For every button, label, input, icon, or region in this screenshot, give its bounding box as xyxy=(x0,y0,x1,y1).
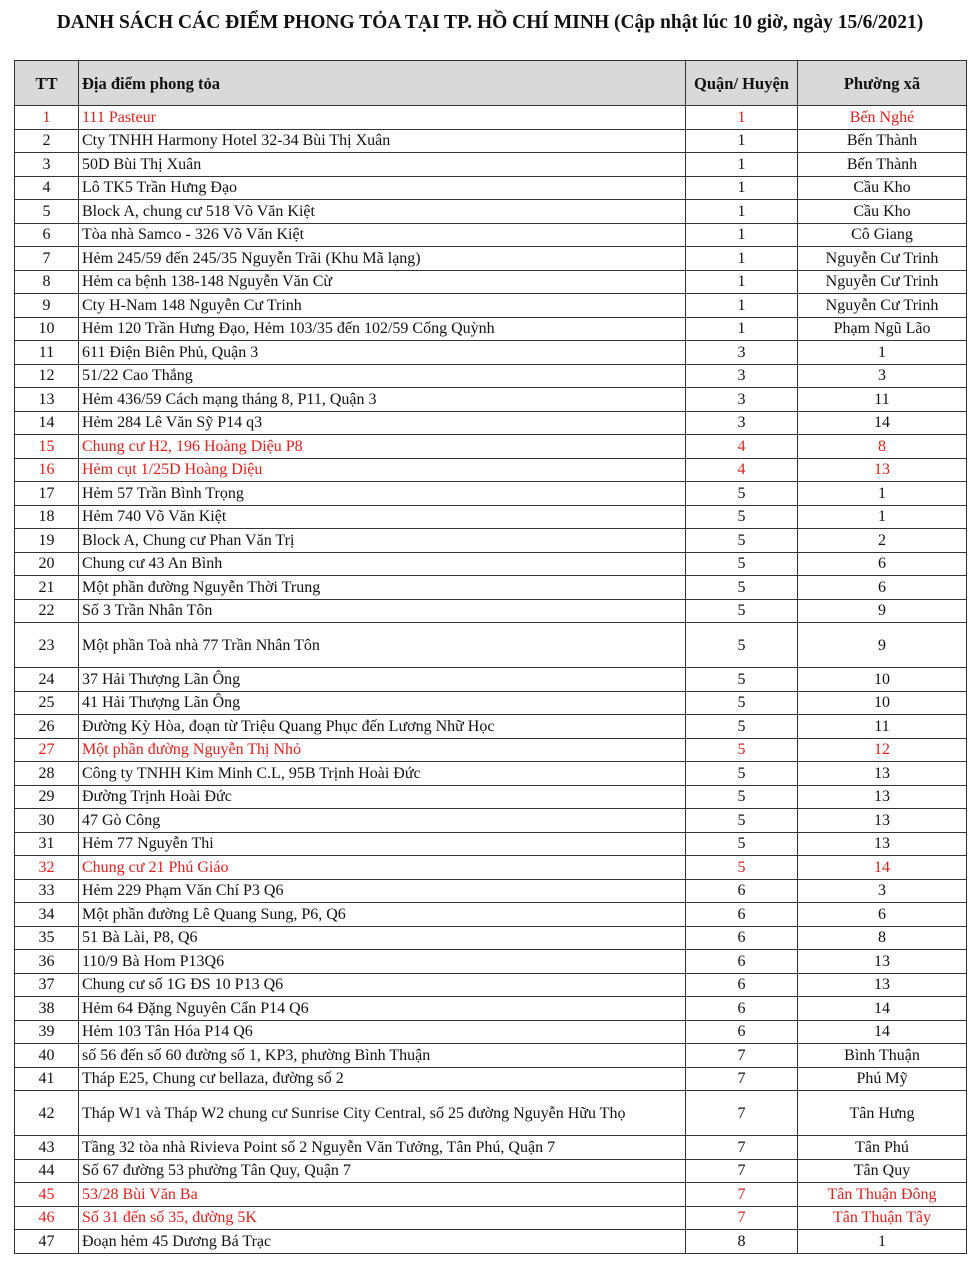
row-location: Hẻm 57 Trần Bình Trọng xyxy=(79,482,686,506)
row-ward: Tân Phú xyxy=(798,1136,967,1160)
row-district: 5 xyxy=(686,668,798,692)
row-number: 6 xyxy=(15,223,79,247)
row-number: 24 xyxy=(15,668,79,692)
row-ward: 13 xyxy=(798,950,967,974)
table-row xyxy=(15,294,967,318)
row-number: 30 xyxy=(15,809,79,833)
row-ward: Nguyễn Cư Trinh xyxy=(798,270,967,294)
row-district: 7 xyxy=(686,1044,798,1068)
row-number: 29 xyxy=(15,785,79,809)
row-district: 5 xyxy=(686,715,798,739)
row-ward: Tân Hưng xyxy=(798,1091,967,1136)
row-district: 5 xyxy=(686,529,798,553)
row-district: 5 xyxy=(686,576,798,600)
row-number: 20 xyxy=(15,552,79,576)
table-row xyxy=(15,317,967,341)
lockdown-table xyxy=(14,60,967,1254)
row-district: 6 xyxy=(686,926,798,950)
row-location: 110/9 Bà Hom P13Q6 xyxy=(79,950,686,974)
row-number: 39 xyxy=(15,1020,79,1044)
row-district: 1 xyxy=(686,223,798,247)
row-location: Một phần đường Lê Quang Sung, P6, Q6 xyxy=(79,903,686,927)
row-district: 5 xyxy=(686,809,798,833)
row-number: 8 xyxy=(15,270,79,294)
row-number: 42 xyxy=(15,1091,79,1136)
table-row xyxy=(15,388,967,412)
table-row xyxy=(15,832,967,856)
row-number: 27 xyxy=(15,738,79,762)
row-number: 25 xyxy=(15,691,79,715)
row-location: Tòa nhà Samco - 326 Võ Văn Kiệt xyxy=(79,223,686,247)
row-district: 5 xyxy=(686,482,798,506)
table-row xyxy=(15,1206,967,1230)
row-number: 1 xyxy=(15,106,79,130)
table-row xyxy=(15,1230,967,1254)
table-row xyxy=(15,738,967,762)
row-number: 41 xyxy=(15,1067,79,1091)
table-row xyxy=(15,715,967,739)
row-number: 45 xyxy=(15,1183,79,1207)
row-number: 40 xyxy=(15,1044,79,1068)
row-number: 32 xyxy=(15,856,79,880)
row-number: 14 xyxy=(15,411,79,435)
row-ward: Bến Nghé xyxy=(798,106,967,130)
table-row xyxy=(15,552,967,576)
table-row xyxy=(15,973,967,997)
row-district: 4 xyxy=(686,435,798,459)
table-row xyxy=(15,762,967,786)
table-row xyxy=(15,1067,967,1091)
row-number: 46 xyxy=(15,1206,79,1230)
row-number: 12 xyxy=(15,364,79,388)
table-row xyxy=(15,411,967,435)
row-district: 7 xyxy=(686,1067,798,1091)
row-location: Số 31 đến số 35, đường 5K xyxy=(79,1206,686,1230)
row-location: Hẻm 284 Lê Văn Sỹ P14 q3 xyxy=(79,411,686,435)
row-number: 17 xyxy=(15,482,79,506)
row-district: 5 xyxy=(686,552,798,576)
header-ward: Phường xã xyxy=(798,61,967,106)
row-ward: 3 xyxy=(798,879,967,903)
row-district: 5 xyxy=(686,599,798,623)
row-number: 22 xyxy=(15,599,79,623)
row-district: 1 xyxy=(686,200,798,224)
row-district: 5 xyxy=(686,785,798,809)
row-ward: 3 xyxy=(798,364,967,388)
row-number: 9 xyxy=(15,294,79,318)
row-number: 13 xyxy=(15,388,79,412)
row-district: 1 xyxy=(686,270,798,294)
row-ward: 11 xyxy=(798,388,967,412)
table-row xyxy=(15,856,967,880)
row-ward: 8 xyxy=(798,926,967,950)
row-district: 6 xyxy=(686,997,798,1021)
row-number: 43 xyxy=(15,1136,79,1160)
row-ward: 13 xyxy=(798,809,967,833)
row-number: 16 xyxy=(15,458,79,482)
row-location: Cty TNHH Harmony Hotel 32-34 Bùi Thị Xuân xyxy=(79,129,686,153)
row-number: 23 xyxy=(15,623,79,668)
row-location: Tầng 32 tòa nhà Rivieva Point số 2 Nguyễn Văn Tưởng, Tân Phú, Quận 7 xyxy=(79,1136,686,1160)
row-number: 7 xyxy=(15,247,79,271)
row-number: 5 xyxy=(15,200,79,224)
table-row xyxy=(15,247,967,271)
table-row xyxy=(15,1159,967,1183)
row-district: 6 xyxy=(686,950,798,974)
row-district: 4 xyxy=(686,458,798,482)
table-row xyxy=(15,1136,967,1160)
row-ward: 1 xyxy=(798,505,967,529)
row-ward: Tân Quy xyxy=(798,1159,967,1183)
table-row xyxy=(15,879,967,903)
row-ward: Phạm Ngũ Lão xyxy=(798,317,967,341)
row-ward: 13 xyxy=(798,762,967,786)
row-district: 5 xyxy=(686,691,798,715)
row-location: Hẻm cụt 1/25D Hoàng Diệu xyxy=(79,458,686,482)
row-number: 2 xyxy=(15,129,79,153)
row-district: 6 xyxy=(686,903,798,927)
row-ward: 10 xyxy=(798,691,967,715)
row-ward: 10 xyxy=(798,668,967,692)
row-district: 7 xyxy=(686,1091,798,1136)
row-number: 15 xyxy=(15,435,79,459)
row-location: Hẻm 436/59 Cách mạng tháng 8, P11, Quận 3 xyxy=(79,388,686,412)
table-row xyxy=(15,505,967,529)
table-row xyxy=(15,623,967,668)
table-row xyxy=(15,576,967,600)
page-title: DANH SÁCH CÁC ĐIỂM PHONG TỎA TẠI TP. HỒ CHÍ MINH (Cập nhật lúc 10 giờ, ngày 15/6/2021) xyxy=(56,12,924,33)
table-row xyxy=(15,200,967,224)
row-number: 21 xyxy=(15,576,79,600)
header-district: Quận/ Huyện xyxy=(686,61,798,106)
row-number: 44 xyxy=(15,1159,79,1183)
row-number: 19 xyxy=(15,529,79,553)
row-ward: Tân Thuận Đông xyxy=(798,1183,967,1207)
row-location: Hẻm 120 Trần Hưng Đạo, Hẻm 103/35 đến 102/59 Cống Quỳnh xyxy=(79,317,686,341)
row-district: 3 xyxy=(686,341,798,365)
row-district: 3 xyxy=(686,388,798,412)
row-number: 28 xyxy=(15,762,79,786)
row-location: Hẻm 64 Đặng Nguyên Cẩn P14 Q6 xyxy=(79,997,686,1021)
row-number: 33 xyxy=(15,879,79,903)
row-ward: Cầu Kho xyxy=(798,200,967,224)
row-location: Chung cư H2, 196 Hoàng Diệu P8 xyxy=(79,435,686,459)
table-row xyxy=(15,903,967,927)
row-ward: Phú Mỹ xyxy=(798,1067,967,1091)
row-ward: 9 xyxy=(798,599,967,623)
table-row xyxy=(15,997,967,1021)
row-location: 53/28 Bùi Văn Ba xyxy=(79,1183,686,1207)
row-location: Số 67 đường 53 phường Tân Quy, Quận 7 xyxy=(79,1159,686,1183)
row-location: Hẻm 103 Tân Hóa P14 Q6 xyxy=(79,1020,686,1044)
row-location: Block A, Chung cư Phan Văn Trị xyxy=(79,529,686,553)
table-row xyxy=(15,435,967,459)
row-location: 47 Gò Công xyxy=(79,809,686,833)
row-district: 1 xyxy=(686,129,798,153)
row-location: Hẻm 77 Nguyễn Thi xyxy=(79,832,686,856)
row-number: 34 xyxy=(15,903,79,927)
row-ward: 12 xyxy=(798,738,967,762)
row-location: Lô TK5 Trần Hưng Đạo xyxy=(79,176,686,200)
row-ward: 13 xyxy=(798,973,967,997)
row-district: 1 xyxy=(686,317,798,341)
table-header-row xyxy=(15,61,967,106)
table-row xyxy=(15,1183,967,1207)
table-row xyxy=(15,270,967,294)
row-location: Hẻm 245/59 đến 245/35 Nguyễn Trãi (Khu Mã lạng) xyxy=(79,247,686,271)
table-row xyxy=(15,129,967,153)
row-location: Đường Trịnh Hoài Đức xyxy=(79,785,686,809)
row-ward: 14 xyxy=(798,1020,967,1044)
row-ward: 9 xyxy=(798,623,967,668)
row-number: 3 xyxy=(15,153,79,177)
row-location: 51 Bà Lài, P8, Q6 xyxy=(79,926,686,950)
table-row xyxy=(15,1044,967,1068)
row-ward: 13 xyxy=(798,785,967,809)
row-ward: 11 xyxy=(798,715,967,739)
row-location: Công ty TNHH Kim Minh C.L, 95B Trịnh Hoài Đức xyxy=(79,762,686,786)
row-ward: 6 xyxy=(798,903,967,927)
table-row xyxy=(15,176,967,200)
row-location: số 56 đến số 60 đường số 1, KP3, phường Bình Thuận xyxy=(79,1044,686,1068)
row-location: 111 Pasteur xyxy=(79,106,686,130)
table-row xyxy=(15,599,967,623)
row-district: 1 xyxy=(686,106,798,130)
row-location: Chung cư 43 An Bình xyxy=(79,552,686,576)
table-row xyxy=(15,341,967,365)
row-location: Hẻm ca bệnh 138-148 Nguyễn Văn Cừ xyxy=(79,270,686,294)
row-number: 36 xyxy=(15,950,79,974)
row-location: Chung cư 21 Phú Giáo xyxy=(79,856,686,880)
row-district: 5 xyxy=(686,738,798,762)
row-district: 6 xyxy=(686,1020,798,1044)
header-tt: TT xyxy=(15,61,79,106)
table-row xyxy=(15,106,967,130)
table-row xyxy=(15,153,967,177)
row-ward: 2 xyxy=(798,529,967,553)
row-district: 5 xyxy=(686,505,798,529)
row-ward: 6 xyxy=(798,576,967,600)
row-ward: Nguyễn Cư Trinh xyxy=(798,294,967,318)
row-location: Hẻm 740 Võ Văn Kiệt xyxy=(79,505,686,529)
row-ward: 1 xyxy=(798,1230,967,1254)
row-number: 47 xyxy=(15,1230,79,1254)
row-ward: Cầu Kho xyxy=(798,176,967,200)
row-number: 18 xyxy=(15,505,79,529)
table-row xyxy=(15,458,967,482)
row-number: 38 xyxy=(15,997,79,1021)
row-district: 7 xyxy=(686,1136,798,1160)
row-number: 31 xyxy=(15,832,79,856)
row-location: Đoạn hẻm 45 Dương Bá Trạc xyxy=(79,1230,686,1254)
table-row xyxy=(15,223,967,247)
row-location: Một phần đường Nguyễn Thị Nhỏ xyxy=(79,738,686,762)
row-district: 7 xyxy=(686,1183,798,1207)
row-district: 6 xyxy=(686,973,798,997)
row-ward: 13 xyxy=(798,458,967,482)
row-location: Đường Kỳ Hòa, đoạn từ Triệu Quang Phục đến Lương Nhữ Học xyxy=(79,715,686,739)
table-row xyxy=(15,1091,967,1136)
table-row xyxy=(15,482,967,506)
row-ward: 8 xyxy=(798,435,967,459)
row-number: 4 xyxy=(15,176,79,200)
row-location: Block A, chung cư 518 Võ Văn Kiệt xyxy=(79,200,686,224)
row-district: 1 xyxy=(686,153,798,177)
row-location: Chung cư số 1G ĐS 10 P13 Q6 xyxy=(79,973,686,997)
row-location: Tháp W1 và Tháp W2 chung cư Sunrise City Central, số 25 đường Nguyễn Hữu Thọ xyxy=(79,1091,686,1136)
row-number: 10 xyxy=(15,317,79,341)
row-location: Hẻm 229 Phạm Văn Chí P3 Q6 xyxy=(79,879,686,903)
row-location: Một phần Toà nhà 77 Trần Nhân Tôn xyxy=(79,623,686,668)
row-location: Số 3 Trần Nhân Tôn xyxy=(79,599,686,623)
row-number: 11 xyxy=(15,341,79,365)
row-district: 5 xyxy=(686,856,798,880)
row-ward: 14 xyxy=(798,411,967,435)
row-district: 5 xyxy=(686,832,798,856)
row-number: 26 xyxy=(15,715,79,739)
table-body xyxy=(15,106,967,1254)
row-district: 1 xyxy=(686,176,798,200)
table-row xyxy=(15,1020,967,1044)
row-district: 7 xyxy=(686,1206,798,1230)
row-district: 8 xyxy=(686,1230,798,1254)
row-location: Một phần đường Nguyễn Thời Trung xyxy=(79,576,686,600)
row-district: 6 xyxy=(686,879,798,903)
header-location: Địa điểm phong tỏa xyxy=(79,61,686,106)
table-row xyxy=(15,529,967,553)
row-ward: 1 xyxy=(798,482,967,506)
row-ward: Bình Thuận xyxy=(798,1044,967,1068)
table-row xyxy=(15,364,967,388)
row-ward: Bến Thành xyxy=(798,153,967,177)
table-row xyxy=(15,926,967,950)
row-ward: 6 xyxy=(798,552,967,576)
row-location: Tháp E25, Chung cư bellaza, đường số 2 xyxy=(79,1067,686,1091)
row-location: 51/22 Cao Thắng xyxy=(79,364,686,388)
table-row xyxy=(15,691,967,715)
row-location: 41 Hải Thượng Lãn Ông xyxy=(79,691,686,715)
row-location: 50D Bùi Thị Xuân xyxy=(79,153,686,177)
row-number: 37 xyxy=(15,973,79,997)
row-district: 7 xyxy=(686,1159,798,1183)
row-location: Cty H-Nam 148 Nguyễn Cư Trinh xyxy=(79,294,686,318)
row-district: 3 xyxy=(686,411,798,435)
row-ward: 13 xyxy=(798,832,967,856)
row-ward: Nguyễn Cư Trinh xyxy=(798,247,967,271)
row-district: 5 xyxy=(686,623,798,668)
table-row xyxy=(15,785,967,809)
row-number: 35 xyxy=(15,926,79,950)
table-row xyxy=(15,668,967,692)
row-district: 1 xyxy=(686,247,798,271)
row-district: 5 xyxy=(686,762,798,786)
row-location: 611 Điện Biên Phủ, Quận 3 xyxy=(79,341,686,365)
row-district: 3 xyxy=(686,364,798,388)
row-ward: 1 xyxy=(798,341,967,365)
row-location: 37 Hải Thượng Lãn Ông xyxy=(79,668,686,692)
row-ward: Bến Thành xyxy=(798,129,967,153)
table-row xyxy=(15,809,967,833)
row-district: 1 xyxy=(686,294,798,318)
row-ward: 14 xyxy=(798,856,967,880)
table-row xyxy=(15,950,967,974)
row-ward: Cô Giang xyxy=(798,223,967,247)
row-ward: 14 xyxy=(798,997,967,1021)
row-ward: Tân Thuận Tây xyxy=(798,1206,967,1230)
